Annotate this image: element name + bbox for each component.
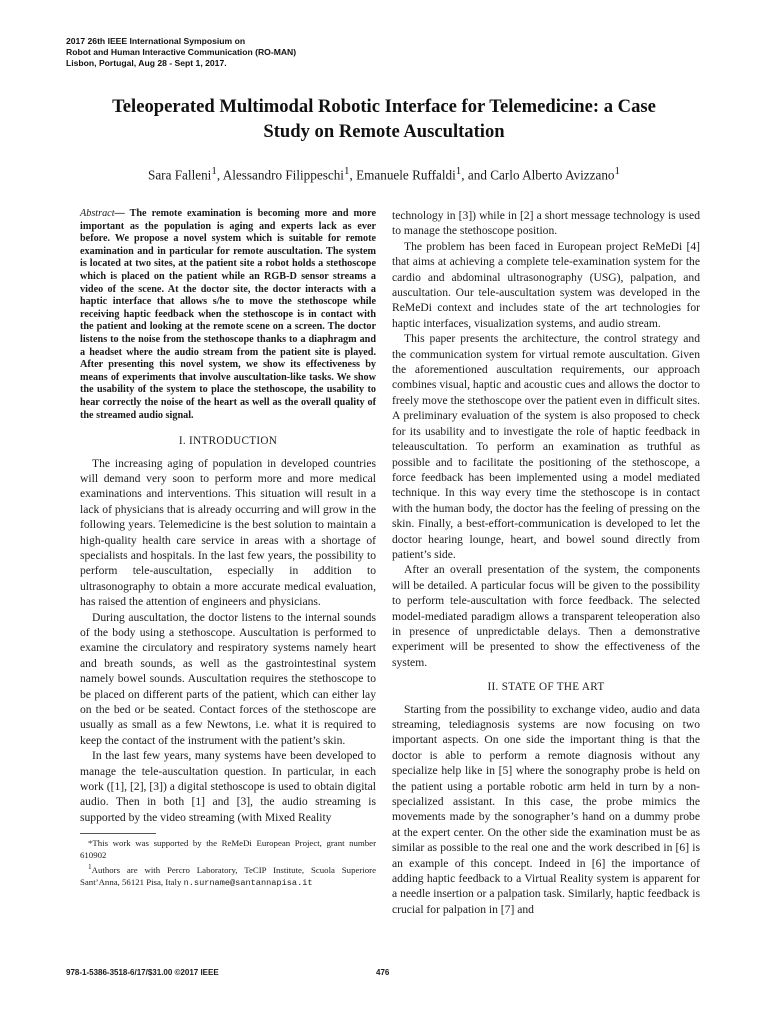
- body-paragraph: technology in [3]) while in [2] a short message technology is used to manage the stethoscope position.: [392, 209, 700, 238]
- author-name: Sara Falleni: [147, 167, 212, 183]
- footer-isbn: 978-1-5386-3518-6/17/$31.00 ©2017 IEEE: [66, 968, 219, 977]
- author-name: Alessandro Filippeschi: [222, 167, 344, 183]
- body-paragraph: After an overall presentation of the system, the components will be detailed. A particular focus will be given to the possibility to perform tele-auscultation with force feedback. The selected model-mediated paradigm allows a transparent teleoperation also in presence of unpredictable delays. Then a demonstrative experiment will be presented to show the effectiveness of the system.: [392, 563, 700, 669]
- author-list: [60, 163, 708, 183]
- author-name: Emanuele Ruffaldi: [356, 167, 456, 183]
- section-heading-state-of-the-art: II. STATE OF THE ART: [487, 681, 605, 694]
- conference-header: [66, 36, 296, 69]
- author-affiliation-mark: 1: [455, 165, 462, 177]
- body-paragraph: During auscultation, the doctor listens to the internal sounds of the body using a stethoscope. Auscultation is performed to examine the circulatory and respiratory systems namely heart and breath sounds, as well as the gastrointestinal system namely bowel sounds. Auscultation requires the stethoscope to be placed on different parts of the patient, which can either lay on the bed or be seated. Contact forces of the stethoscope are usually as small as a few Newtons, i.e. what it is required to keep the contact of the instrument with the patient’s skin.: [80, 610, 376, 747]
- body-paragraph: Starting from the possibility to exchange video, audio and data streaming, telediagnosis systems are now focusing on two important aspects. On one side the important thing is that the doctor is able to perform a remote diagnosis without any specialize help like in [5] where the sonography probe is held on the patient using a portable robotic arm held in turn by a non-specialized assistant. In this case, the probe mimics the movements made by the sonographer’s hand on a dummy probe at the expert center. On the other side the examination must be as similar as possible to the real one and the work described in [6] is an example of this concept. Indeed in [6] the importance of adding haptic feedback to a Virtual Reality system is apparent for a needle insertion or a palpation task. Similarly, haptic feedback is crucial for palpation in [7] and: [392, 702, 700, 916]
- author-affiliation-mark: 1: [614, 165, 621, 177]
- body-paragraph: The increasing aging of population in developed countries will demand very soon to perform more and more medical examinations and interventions. This situation will result in a lack of physicians that is already occurring and will grow in the following years. Telemedicine is the best solution to maintain a high-quality health care service in areas with a shortage of specialists and hospitals. In the last few years, the possibility to perform tele-auscultation, especially in addition to ultrasonography to obtain a more accurate medical evaluation, has raised the attention of engineers and physicians.: [80, 456, 376, 609]
- conference-line: Robot and Human Interactive Communication (RO-MAN): [66, 47, 297, 57]
- footnote-affiliation: [80, 861, 376, 889]
- title-line: Teleoperated Multimodal Robotic Interface for Telemedicine: a Case: [112, 96, 656, 117]
- footnote-funding: *This work was supported by the ReMeDi European Project, grant number 610902: [80, 838, 376, 860]
- title-line: Study on Remote Auscultation: [263, 121, 505, 142]
- paper-title: [60, 94, 708, 144]
- conference-line: 2017 26th IEEE International Symposium on: [66, 36, 246, 46]
- body-paragraph: In the last few years, many systems have been developed to manage the tele-auscultation question. In particular, in each work ([1], [2], [3]) a digital stethoscope is used to obtain digital audio. Then in both [1] and [3], the audio streaming is supported by the video streaming (with Mixed Reality: [80, 749, 376, 824]
- footnote-divider: [80, 833, 156, 834]
- right-column: [392, 208, 700, 917]
- page-number: 476: [376, 968, 390, 977]
- body-paragraph: This paper presents the architecture, the control strategy and the communication system for virtual remote auscultation. Given the aforementioned auscultation requirements, our approach combines visual, haptic and acoustic cues and allows the doctor to freely move the stethoscope over the patient even in difficult sites. A preliminary evaluation of the system is also proposed to check for its usability and to investigate the role of haptic feedback in teleauscultation. To perform an examination as truthful as possible and to facilitate the positioning of the stethoscope, a force feedback has been implemented using a model mediated technique. In this way every time the stethoscope is in contact with the human body, the doctor has the feeling of pressing on the skin. Finally, a best-effort-communication is developed to let the doctor hearing lounge, heart, and bowel sound directly from patient’s side.: [392, 332, 700, 561]
- author-email: n.surname@santannapisa.it: [183, 877, 313, 888]
- footnote-mark: 1: [88, 862, 92, 872]
- author-separator: ,: [349, 167, 357, 183]
- author-affiliation-mark: 1: [343, 165, 350, 177]
- body-paragraph: The problem has been faced in European project ReMeDi [4] that aims at achieving a complete tele-examination system for the cardio and abdominal ultrasonography (USG), palpation, and auscultation. Our tele-auscultation system was developed in the ReMeDi context and includes state of the art technologies for haptic interfaces, visualization systems, and audio stream.: [392, 239, 700, 330]
- left-column: [80, 208, 376, 890]
- author-name: Carlo Alberto Avizzano: [490, 167, 615, 183]
- conference-line: Lisbon, Portugal, Aug 28 - Sept 1, 2017.: [66, 58, 227, 68]
- author-separator: ,: [216, 167, 223, 183]
- author-separator: , and: [461, 167, 491, 183]
- section-heading-introduction: I. INTRODUCTION: [178, 435, 278, 448]
- footnote-affiliation-text: Authors are with Percro Laboratory, TeCIP Institute, Scuola Superiore Sant’Anna, 56121 Pisa, Italy: [80, 865, 376, 887]
- author-affiliation-mark: 1: [211, 165, 217, 177]
- abstract: [80, 208, 376, 422]
- abstract-body: — The remote examination is becoming more and more important as the population is aging and experts lack as ever before. We propose a novel system which is suitable for remote examination and in particular for remote auscultation. The system is located at two sites, at the patient site a robot holds a stethoscope which is placed on the patient while an RGB-D sensor streams a video of the scene. At the doctor site, the doctor interacts with a haptic interface that allows s/he to move the stethoscope while receiving haptic feedback when the stethoscope is in contact with the patient and looking at the remote scene on a screen. The doctor listens to the noise from the stethoscope thanks to a diaphragm and a headset where the audio stream from the patient site is played. After presenting this novel system, we show its effectiveness by means of experiments that involve auscultation-like tasks. We show the usability of the system to place the stethoscope, the usability to hear correctly the noise of the heart as well as the overall quality of the streamed audio signal.: [80, 208, 376, 421]
- abstract-lead: Abstract: [80, 208, 115, 219]
- footnotes: [80, 838, 376, 889]
